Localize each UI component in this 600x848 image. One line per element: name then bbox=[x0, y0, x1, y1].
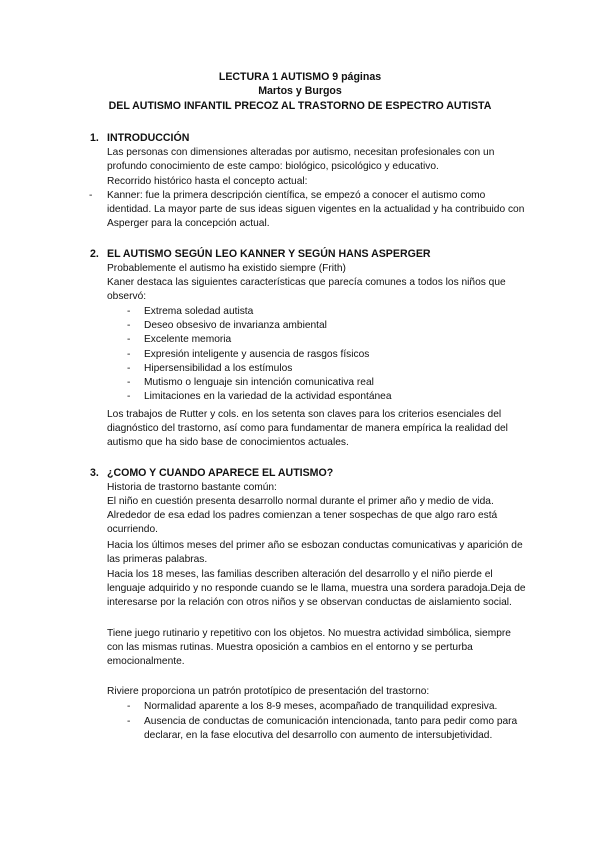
section-3-paragraph-5: Tiene juego rutinario y repetitivo con los objetos. No muestra actividad simbólica, siempre con las mismas rutinas. Muestra oposición a cambios en el entorno y se perturba emocionalmente. bbox=[107, 628, 511, 668]
document-title-line-2: Martos y Burgos bbox=[258, 85, 342, 97]
list-item: - Extrema soledad autista bbox=[127, 306, 254, 317]
document-title-line-3: DEL AUTISMO INFANTIL PRECOZ AL TRASTORNO DE ESPECTRO AUTISTA bbox=[108, 100, 492, 112]
section-1-title: INTRODUCCIÓN bbox=[107, 132, 190, 144]
list-item: - Deseo obsesivo de invarianza ambiental bbox=[127, 320, 327, 332]
list-item: - Normalidad aparente a los 8-9 meses, acompañado de tranquilidad expresiva. bbox=[127, 701, 498, 712]
section-2-paragraph-3: Los trabajos de Rutter y cols. en los setenta son claves para los criterios esenciales del diagnóstico del trastorno, así como para fundamentar de manera empírica la realidad del autismo que ha sido base de conocimientos actuales. bbox=[107, 409, 508, 449]
list-item: - Ausencia de conductas de comunicación intencionada, tanto para pedir como para declarar, en la fase elocutiva del desarrollo con aumento de intersubjetividad. bbox=[127, 716, 518, 742]
list-item: - Excelente memoria bbox=[127, 334, 232, 346]
section-2-paragraph-2: Kaner destaca las siguientes características que parecía comunes a todos los niños que observó: bbox=[107, 277, 506, 303]
section-2-number: 2. bbox=[90, 248, 99, 260]
section-3-paragraph-2: El niño en cuestión presenta desarrollo normal durante el primer año y medio de vida. Alrededor de esa edad los padres comienzan a tener sospechas de que algo raro está ocurriendo. bbox=[107, 496, 498, 536]
section-2-title: EL AUTISMO SEGÚN LEO KANNER Y SEGÚN HANS ASPERGER bbox=[107, 248, 431, 260]
section-3-paragraph-3: Hacia los últimos meses del primer año se esbozan conductas comunicativas y aparición de las primeras palabras. bbox=[107, 540, 523, 566]
list-item: - Expresión inteligente y ausencia de rasgos físicos bbox=[127, 348, 370, 360]
section-3-list bbox=[0, 700, 600, 744]
section-3-title: ¿COMO Y CUANDO APARECE EL AUTISMO? bbox=[107, 467, 334, 479]
section-1-paragraph-3: Kanner: fue la primera descripción científica, se empezó a conocer el autismo como identidad. La mayor parte de sus ideas siguen vigentes en la actualidad y ha contribuido con Asperger para la concepción actual. bbox=[107, 190, 525, 230]
list-item: - Mutismo o lenguaje sin intención comunicativa real bbox=[127, 376, 374, 388]
list-item: - Limitaciones en la variedad de la actividad espontánea bbox=[127, 391, 392, 403]
section-3-paragraph-4: Hacia los 18 meses, las familias describen alteración del desarrollo y el niño pierde el lenguaje adquirido y no responde cuando se le llama, muestra una sordera paradoja.Deja de interesarse por la relación con otros niños y se observan conductas de aislamiento social. bbox=[107, 569, 526, 609]
section-2-paragraph-1: Probablemente el autismo ha existido siempre (Frith) bbox=[107, 263, 346, 274]
section-2-list bbox=[0, 305, 600, 404]
document-title-line-1: LECTURA 1 AUTISMO 9 páginas bbox=[218, 71, 382, 83]
section-3-paragraph-1: Historia de trastorno bastante común: bbox=[107, 482, 277, 493]
section-1-dash: - bbox=[89, 190, 93, 201]
section-1-paragraph-2: Recorrido histórico hasta el concepto actual: bbox=[107, 176, 308, 187]
section-1-paragraph-1: Las personas con dimensiones alteradas por autismo, necesitan profesionales con un profundo conocimiento de este campo: biológico, psicológico y educativo. bbox=[107, 147, 495, 173]
list-item: - Hipersensibilidad a los estímulos bbox=[127, 362, 293, 374]
section-1-number: 1. bbox=[90, 132, 99, 144]
section-3-number: 3. bbox=[90, 467, 99, 479]
section-3-paragraph-6: Riviere proporciona un patrón prototípico de presentación del trastorno: bbox=[107, 686, 430, 697]
